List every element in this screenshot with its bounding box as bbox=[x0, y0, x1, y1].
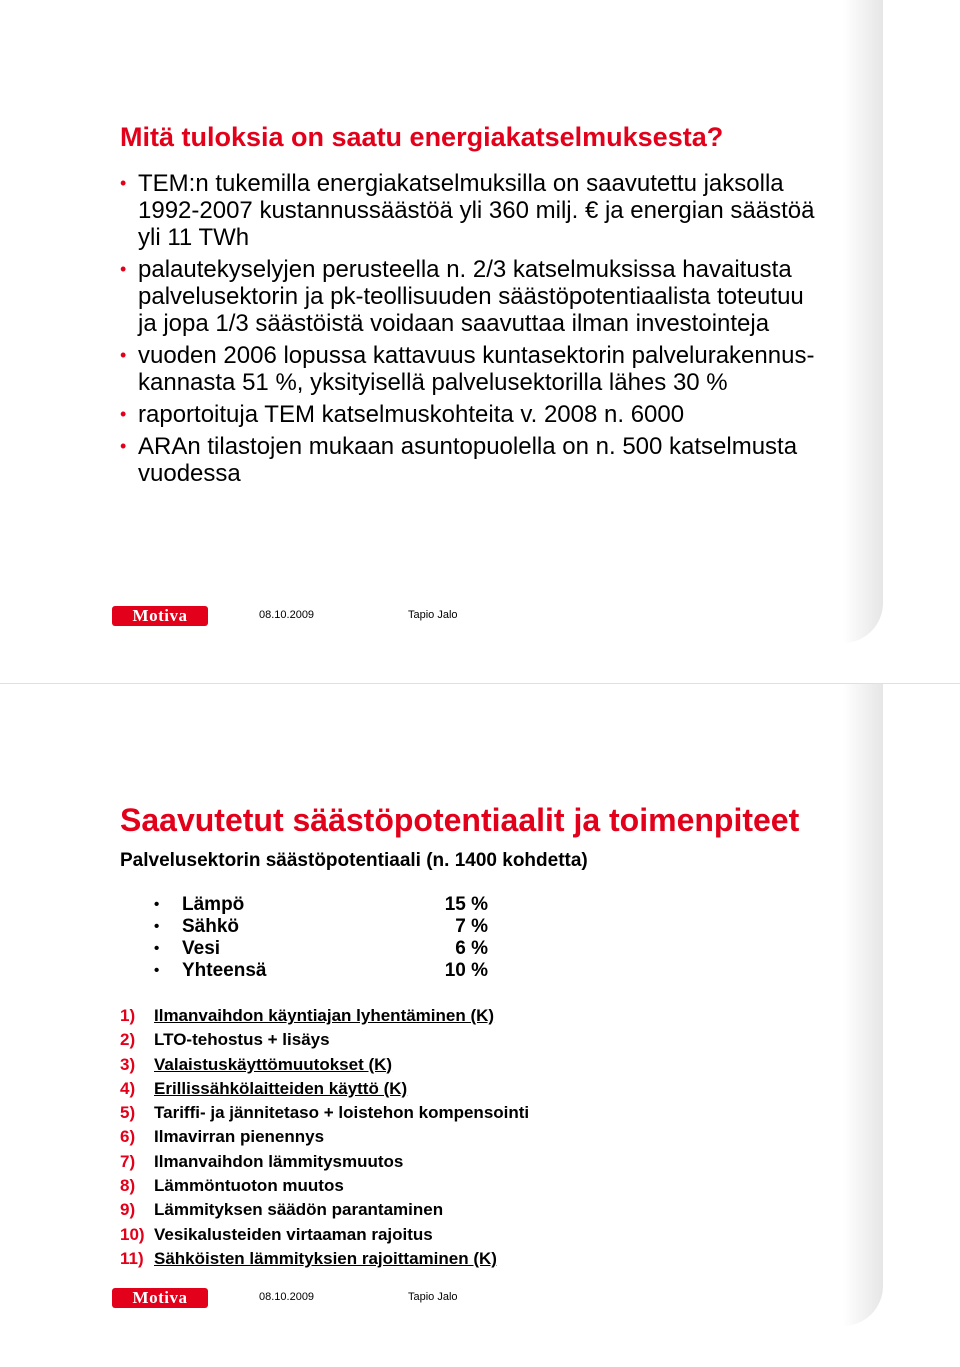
measure-number: 4) bbox=[120, 1078, 136, 1098]
measure-number: 8) bbox=[120, 1176, 136, 1196]
stat-value: 10 % bbox=[444, 960, 488, 981]
footer-author: Tapio Jalo bbox=[408, 609, 458, 621]
measure-text: Valaistuskäyttömuutokset (K) bbox=[154, 1054, 393, 1074]
stat-value: 7 % bbox=[455, 916, 488, 937]
measure-item bbox=[120, 1101, 529, 1125]
stat-value: 15 % bbox=[444, 894, 488, 915]
measure-text: Vesikalusteiden virtaaman rajoitus bbox=[154, 1224, 433, 1244]
measure-item bbox=[120, 1004, 529, 1028]
bullet-item: • raportoituja TEM katselmuskohteita v. 2008 n. 6000 bbox=[120, 401, 820, 428]
footer-date: 08.10.2009 bbox=[259, 1291, 315, 1303]
measure-text: Tariffi- ja jännitetaso + loistehon kompensointi bbox=[154, 1103, 530, 1123]
slide-1-bullet-list bbox=[120, 170, 820, 492]
measure-number: 9) bbox=[120, 1200, 136, 1220]
measure-number: 7) bbox=[120, 1151, 136, 1171]
slide-1-footer bbox=[112, 606, 512, 628]
stat-label: Yhteensä bbox=[182, 960, 267, 981]
bullet-item: • TEM:n tukemilla energiakatselmuksilla on saavutettu jaksolla 1992-2007 kustannussäästöä yli 360 milj. € ja energian säästöä yli 11 TWh bbox=[120, 170, 820, 251]
bullet-item: • palautekyselyjen perusteella n. 2/3 katselmuksissa havaitusta palvelusektorin ja pk-teollisuuden säästöpotentiaalista toteutuu ja jopa 1/3 säästöistä voidaan saavuttaa ilman investointeja bbox=[120, 256, 820, 337]
measure-item bbox=[120, 1247, 529, 1271]
motiva-logo: Motiva bbox=[112, 1288, 208, 1308]
measure-number: 10) bbox=[120, 1224, 145, 1244]
measure-number: 6) bbox=[120, 1127, 136, 1147]
bullet-item: • ARAn tilastojen mukaan asuntopuolella on n. 500 katselmusta vuodessa bbox=[120, 433, 820, 487]
slide-1 bbox=[77, 0, 883, 643]
measure-text: Lämmityksen säädön parantaminen bbox=[154, 1200, 444, 1220]
measure-number: 11) bbox=[120, 1248, 144, 1268]
slide-2-subtitle: Palvelusektorin säästöpotentiaali (n. 1400 kohdetta) bbox=[120, 850, 588, 871]
measure-text: Erillissähkölaitteiden käyttö (K) bbox=[154, 1078, 408, 1098]
measure-item bbox=[120, 1150, 529, 1174]
measure-item bbox=[120, 1223, 529, 1247]
footer-date: 08.10.2009 bbox=[259, 609, 315, 621]
slide-2-footer bbox=[112, 1288, 512, 1310]
measure-text: Ilmanvaihdon lämmitysmuutos bbox=[154, 1151, 404, 1171]
measure-item bbox=[120, 1125, 529, 1149]
bullet-item: • vuoden 2006 lopussa kattavuus kuntasektorin palvelurakennus- kannasta 51 %, yksityisellä palvelusektorilla lähes 30 % bbox=[120, 342, 820, 396]
measure-item bbox=[120, 1174, 529, 1198]
measure-text: Lämmöntuoton muutos bbox=[154, 1176, 344, 1196]
measure-item bbox=[120, 1077, 529, 1101]
measure-text: Ilmavirran pienennys bbox=[154, 1127, 325, 1147]
footer-author: Tapio Jalo bbox=[408, 1291, 458, 1303]
measure-item bbox=[120, 1053, 529, 1077]
measure-text: LTO-tehostus + lisäys bbox=[154, 1030, 330, 1050]
slide-1-title: Mitä tuloksia on saatu energiakatselmuksesta? bbox=[120, 122, 724, 152]
slide-2 bbox=[77, 684, 883, 1326]
measure-number: 2) bbox=[120, 1030, 136, 1050]
stat-label: Vesi bbox=[182, 938, 221, 959]
measure-text: Ilmanvaihdon käyntiajan lyhentäminen (K) bbox=[154, 1006, 495, 1025]
slide-2-title: Saavutetut säästöpotentiaalit ja toimenpiteet bbox=[120, 802, 800, 838]
measure-number: 5) bbox=[120, 1103, 136, 1123]
measure-item bbox=[120, 1028, 529, 1052]
measure-item bbox=[120, 1198, 529, 1222]
motiva-logo: Motiva bbox=[112, 606, 208, 626]
measure-number: 3) bbox=[120, 1054, 136, 1074]
measures-list bbox=[120, 1004, 529, 1271]
measure-number: 1) bbox=[120, 1006, 136, 1025]
stat-label: Lämpö bbox=[182, 894, 245, 915]
measure-text: Sähköisten lämmityksien rajoittaminen (K) bbox=[154, 1248, 497, 1268]
stat-label: Sähkö bbox=[182, 916, 240, 937]
stat-value: 6 % bbox=[455, 938, 488, 959]
